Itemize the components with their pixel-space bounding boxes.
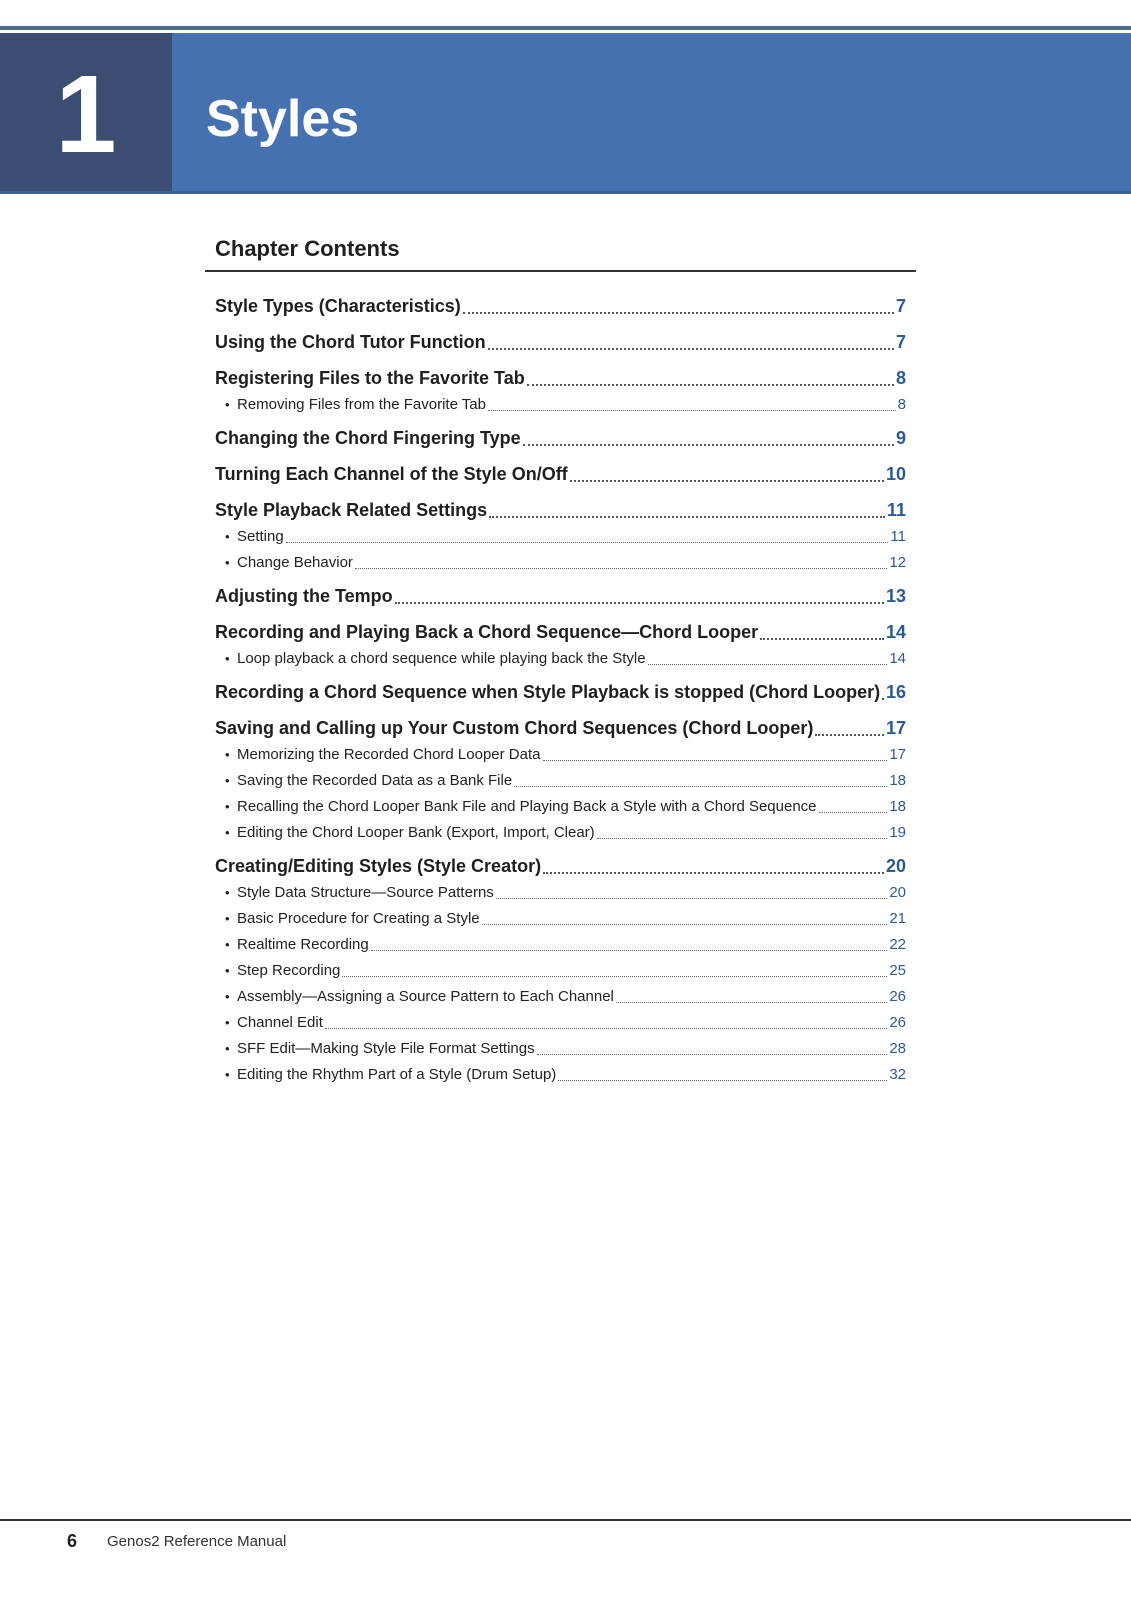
toc-entry-title: Registering Files to the Favorite Tab [215,368,525,388]
toc-entry-title: Saving the Recorded Data as a Bank File [237,772,513,789]
toc-subentry[interactable] [215,772,906,791]
bullet-icon: • [225,555,230,570]
toc-page-number[interactable]: 18 [889,798,906,815]
bullet-icon: • [225,651,230,666]
dot-leader [648,664,888,665]
toc-page-number[interactable]: 7 [895,296,906,316]
dot-leader [488,410,896,411]
toc-entry-title: Creating/Editing Styles (Style Creator) [215,856,542,876]
toc-subentry[interactable] [215,988,906,1007]
bullet-icon: • [225,825,230,840]
toc-page-number[interactable]: 32 [889,1066,906,1083]
toc-page-number[interactable]: 14 [889,650,906,667]
toc-subentry[interactable] [215,962,906,981]
toc-page-number[interactable]: 11 [890,528,906,545]
dot-leader [616,1002,887,1003]
toc-subentry[interactable] [215,1066,906,1085]
toc-page-number[interactable]: 11 [886,500,906,520]
toc-entry-title: Style Types (Characteristics) [215,296,461,316]
toc-entry-title: Using the Chord Tutor Function [215,332,486,352]
toc-entry-title: Style Data Structure—Source Patterns [237,884,494,901]
dot-leader [819,812,888,813]
toc-entry[interactable] [215,718,906,741]
toc-subentry[interactable] [215,884,906,903]
toc-entry-title: Editing the Rhythm Part of a Style (Drum Setup) [237,1066,557,1083]
toc-entry[interactable] [215,500,906,523]
toc-entry-title: Saving and Calling up Your Custom Chord Sequences (Chord Looper) [215,718,814,738]
dot-leader [463,312,894,314]
toc-entry-title: Basic Procedure for Creating a Style [237,910,480,927]
dot-leader [496,898,888,899]
toc-entry-title: Recording a Chord Sequence when Style Playback is stopped (Chord Looper) [215,682,881,702]
dot-leader [543,760,888,761]
dot-leader [482,924,888,925]
contents-heading: Chapter Contents [205,236,916,272]
toc-entry-title: Step Recording [237,962,341,979]
toc-page-number[interactable]: 21 [889,910,906,927]
bullet-icon: • [225,1041,230,1056]
toc-page-number[interactable]: 16 [885,682,906,702]
dot-leader [570,480,884,482]
chapter-number-box [0,33,172,191]
toc-subentry[interactable] [215,554,906,573]
toc-page-number[interactable]: 13 [885,586,906,606]
toc-subentry[interactable] [215,650,906,669]
toc-page-number[interactable]: 20 [889,884,906,901]
chapter-number: 1 [55,53,117,176]
toc-subentry[interactable] [215,936,906,955]
footer-rule [0,1519,1131,1521]
toc-entry-title: Realtime Recording [237,936,369,953]
toc-entry-title: Assembly—Assigning a Source Pattern to Each Channel [237,988,614,1005]
top-rule [0,26,1131,30]
toc-entry[interactable] [215,682,906,705]
bullet-icon: • [225,1015,230,1030]
footer-page-number: 6 [67,1531,78,1551]
toc-entry[interactable] [215,622,906,645]
toc-page-number[interactable]: 8 [897,396,906,413]
toc-subentry[interactable] [215,528,906,547]
toc-entry-title: Style Playback Related Settings [215,500,488,520]
bullet-icon: • [225,911,230,926]
bullet-icon: • [225,1067,230,1082]
bullet-icon: • [225,963,230,978]
toc-page-number[interactable]: 7 [895,332,906,352]
bullet-icon: • [225,799,230,814]
chapter-title-box [172,33,1131,191]
bullet-icon: • [225,937,230,952]
toc-page-number[interactable]: 26 [889,988,906,1005]
dot-leader [355,568,887,569]
toc-entry-title: Adjusting the Tempo [215,586,393,606]
dot-leader [558,1080,887,1081]
dot-leader [523,444,894,446]
dot-leader [342,976,887,977]
toc-entry[interactable] [215,296,906,319]
toc-list [205,296,916,1085]
dot-leader [543,872,884,874]
bullet-icon: • [225,885,230,900]
toc-entry[interactable] [215,464,906,487]
toc-subentry[interactable] [215,798,906,817]
bullet-icon: • [225,397,230,412]
dot-leader [514,786,887,787]
toc-subentry[interactable] [215,1040,906,1059]
dot-leader [325,1028,887,1029]
toc-entry[interactable] [215,368,906,391]
dot-leader [882,698,884,700]
toc-entry-title: Setting [237,528,284,545]
toc-page-number[interactable]: 26 [889,1014,906,1031]
dot-leader [815,734,884,736]
toc-page-number[interactable]: 12 [889,554,906,571]
toc-entry-title: Removing Files from the Favorite Tab [237,396,486,413]
toc-entry-title: Change Behavior [237,554,353,571]
toc-entry-title: Turning Each Channel of the Style On/Off [215,464,568,484]
toc-page-number[interactable]: 28 [889,1040,906,1057]
toc-page-number[interactable]: 9 [895,428,906,448]
toc-subentry[interactable] [215,396,906,415]
bullet-icon: • [225,747,230,762]
toc-entry-title: SFF Edit—Making Style File Format Settings [237,1040,535,1057]
toc-entry-title: Recalling the Chord Looper Bank File and Playing Back a Style with a Chord Sequence [237,798,817,815]
toc-page-number[interactable]: 22 [889,936,906,953]
dot-leader [395,602,884,604]
toc-subentry[interactable] [215,746,906,765]
toc-subentry[interactable] [215,910,906,929]
toc-entry-title: Recording and Playing Back a Chord Sequence—Chord Looper [215,622,759,642]
toc-page-number[interactable]: 17 [889,746,906,763]
toc-page-number[interactable]: 14 [885,622,906,642]
dot-leader [527,384,894,386]
toc-page-number[interactable]: 19 [889,824,906,841]
chapter-contents [205,236,916,1085]
toc-page-number[interactable]: 17 [885,718,906,738]
dot-leader [760,638,884,640]
toc-page-number[interactable]: 20 [885,856,906,876]
toc-subentry[interactable] [215,824,906,843]
bullet-icon: • [225,989,230,1004]
dot-leader [537,1054,888,1055]
dot-leader [286,542,889,543]
bullet-icon: • [225,529,230,544]
chapter-title: Styles [206,90,360,148]
toc-page-number[interactable]: 25 [889,962,906,979]
toc-page-number[interactable]: 8 [895,368,906,388]
dot-leader [488,348,894,350]
toc-entry-title: Memorizing the Recorded Chord Looper Data [237,746,541,763]
dot-leader [597,838,888,839]
toc-entry-title: Changing the Chord Fingering Type [215,428,521,448]
toc-entry[interactable] [215,586,906,609]
footer-manual-title: Genos2 Reference Manual [107,1533,287,1550]
toc-entry-title: Loop playback a chord sequence while playing back the Style [237,650,646,667]
toc-entry-title: Channel Edit [237,1014,323,1031]
dot-leader [489,516,885,518]
toc-entry[interactable] [215,332,906,355]
toc-page-number[interactable]: 18 [889,772,906,789]
dot-leader [371,950,888,951]
toc-page-number[interactable]: 10 [885,464,906,484]
bullet-icon: • [225,773,230,788]
chapter-banner [0,33,1131,194]
toc-subentry[interactable] [215,1014,906,1033]
toc-entry[interactable] [215,856,906,879]
toc-entry-title: Editing the Chord Looper Bank (Export, Import, Clear) [237,824,595,841]
toc-entry[interactable] [215,428,906,451]
